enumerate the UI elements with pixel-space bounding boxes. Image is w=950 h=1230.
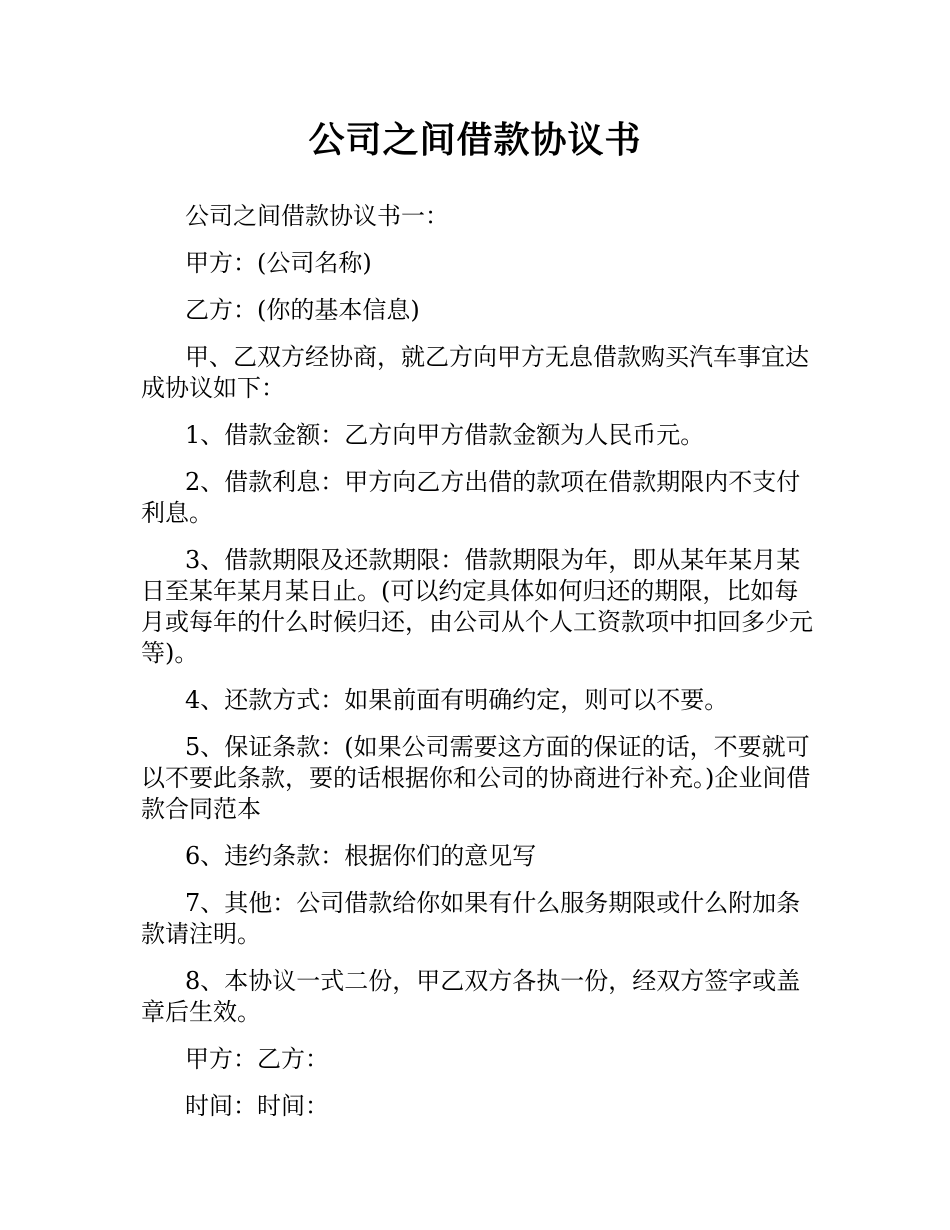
clause-other: 7、其他：公司借款给你如果有什么服务期限或什么附加条款请注明。	[141, 889, 801, 948]
signature-parties: 甲方：乙方：	[185, 1045, 329, 1073]
signature-dates: 时间：时间：	[185, 1092, 329, 1120]
paragraph-agreement-preamble: 甲、乙双方经协商，就乙方向甲方无息借款购买汽车事宜达成协议如下：	[141, 343, 809, 402]
clause-repayment-method: 4、还款方式：如果前面有明确约定，则可以不要。	[185, 686, 729, 714]
clause-guarantee: 5、保证条款：(如果公司需要这方面的保证的话，不要就可以不要此条款，要的话根据你和公司的协商进行补充。)企业间借款合同范本	[141, 733, 811, 823]
document-body	[141, 201, 813, 1138]
clause-effectiveness: 8、本协议一式二份，甲乙双方各执一份，经双方签字或盖章后生效。	[141, 967, 801, 1026]
clause-loan-amount: 1、借款金额：乙方向甲方借款金额为人民币元。	[185, 421, 705, 449]
paragraph-party-b: 乙方：(你的基本信息)	[185, 296, 420, 324]
clause-loan-interest: 2、借款利息：甲方向乙方出借的款项在借款期限内不支付利息。	[141, 468, 801, 527]
paragraph-party-a: 甲方：(公司名称)	[185, 249, 372, 277]
document-title: 公司之间借款协议书	[308, 120, 642, 161]
clause-breach: 6、违约条款：根据你们的意见写	[185, 842, 537, 870]
clause-loan-term: 3、借款期限及还款期限：借款期限为年，即从某年某月某日至某年某月某日止。(可以约定具体如何归还的期限，比如每月或每年的什么时候归还，由公司从个人工资款项中扣回多少元等)。	[141, 546, 813, 667]
paragraph-intro: 公司之间借款协议书一：	[185, 202, 449, 230]
